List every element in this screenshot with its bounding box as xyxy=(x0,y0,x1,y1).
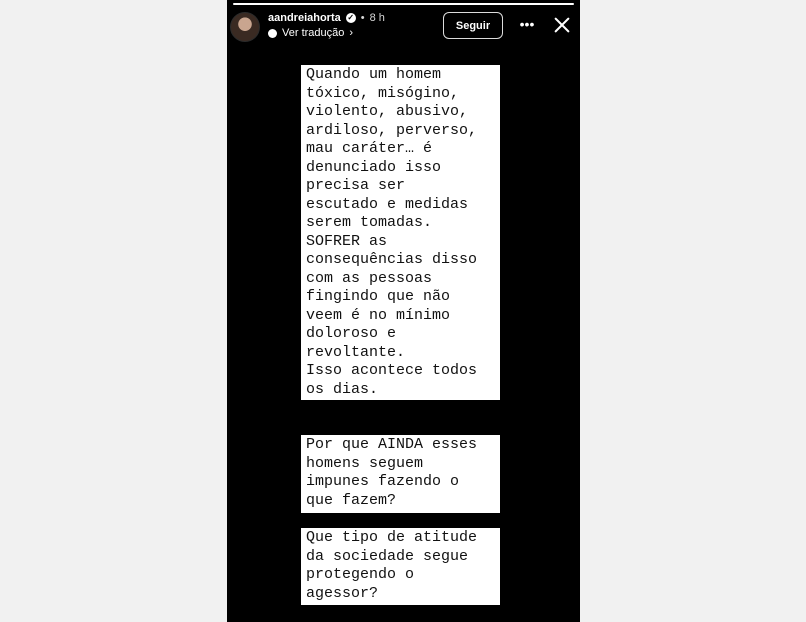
translate-label: Ver tradução xyxy=(282,27,345,39)
story-text-block: Por que AINDA esses homens seguem impunes fazendo o que fazem? xyxy=(301,435,500,513)
translate-link[interactable] xyxy=(268,27,353,39)
more-options-icon[interactable]: ••• xyxy=(519,16,535,32)
post-time-separator: • xyxy=(360,12,365,24)
story-header xyxy=(227,9,580,47)
story-text-block: Quando um homem tóxico, misógino, violento, abusivo, ardiloso, perverso, mau caráter… é denunciado isso precisa ser escutado e medidas serem tomadas. SOFRER as consequências disso com as pessoas fingindo que não veem é no mínimo doloroso e revoltante. Isso acontece todos os dias. xyxy=(301,65,500,400)
avatar[interactable] xyxy=(230,12,260,42)
globe-icon xyxy=(268,29,277,38)
story-progress-fill xyxy=(233,3,574,5)
story-text-block: Que tipo de atitude da sociedade segue protegendo o agessor? xyxy=(301,528,500,605)
post-time: 8 h xyxy=(369,12,385,24)
chevron-right-icon: › xyxy=(349,27,354,39)
follow-button[interactable]: Seguir xyxy=(443,12,503,39)
verified-badge-icon: ✓ xyxy=(347,13,355,22)
username-row xyxy=(268,12,385,24)
username[interactable]: aandreiahorta xyxy=(268,12,341,24)
story-viewer[interactable] xyxy=(227,0,580,622)
story-progress-bar xyxy=(233,3,574,5)
close-icon[interactable] xyxy=(552,15,572,35)
